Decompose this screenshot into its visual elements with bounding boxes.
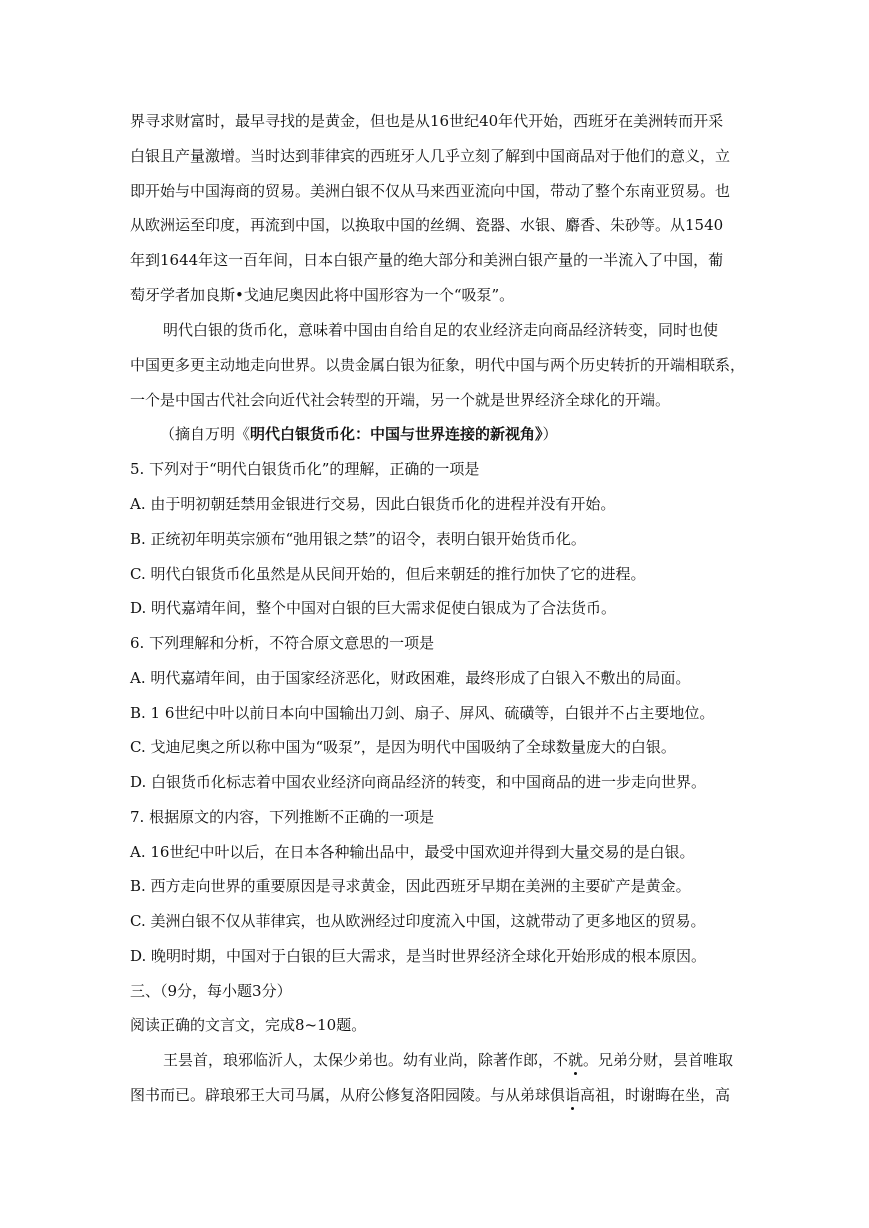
question-6-option-a: A. 明代嘉靖年间，由于国家经济恶化，财政困难，最终形成了白银入不敷出的局面。	[130, 669, 691, 687]
question-6-option-b: B. 1 6世纪中叶以前日本向中国输出刀剑、扇子、屏风、硫磺等，白银并不占主要地位。	[130, 704, 715, 722]
question-5-stem: 5. 下列对于“明代白银货币化”的理解，正确的一项是	[130, 460, 480, 478]
section-3-heading: 三、（9分，每小题3分）	[130, 982, 292, 1000]
passage-line-9: 一个是中国古代社会向近代社会转型的开端，另一个就是世界经济全球化的开端。	[130, 391, 671, 409]
question-5-option-d: D. 明代嘉靖年间，整个中国对白银的巨大需求促使白银成为了合法货币。	[130, 599, 617, 617]
question-7-stem: 7. 根据原文的内容，下列推断不正确的一项是	[130, 808, 435, 826]
question-6-stem: 6. 下列理解和分析，不符合原文意思的一项是	[130, 634, 435, 652]
passage-line-3: 即开始与中国海商的贸易。美洲白银不仅从马来西亚流向中国，带动了整个东南亚贸易。也	[130, 182, 731, 200]
section-3-instruction: 阅读正确的文言文，完成8~10题。	[130, 1016, 367, 1034]
passage-line-6: 萄牙学者加良斯•戈迪尼奥因此将中国形容为一个“吸泵”。	[130, 286, 515, 304]
passage-line-5: 年到1644年这一百年间，日本白银产量的绝大部分和美洲白银产量的一半流入了中国，葡	[130, 251, 724, 269]
passage-line-8: 中国更多更主动地走向世界。以贵金属白银为征象，明代中国与两个历史转折的开端相联系，	[130, 356, 746, 374]
passage-line-1: 界寻求财富时，最早寻找的是黄金，但也是从16世纪40年代开始，西班牙在美洲转而开采	[130, 112, 724, 130]
question-7-option-a: A. 16世纪中叶以后，在日本各种输出品中，最受中国欢迎并得到大量交易的是白银。	[130, 843, 695, 861]
question-7-option-c: C. 美洲白银不仅从菲律宾，也从欧洲经过印度流入中国，这就带动了更多地区的贸易。	[130, 912, 706, 930]
citation	[160, 424, 558, 444]
citation-suffix: ）	[542, 425, 558, 443]
emphasis-dot-char: 就	[568, 1051, 584, 1069]
emphasis-dot-char: 诣	[565, 1086, 581, 1104]
question-5-option-b: B. 正统初年明英宗颁布“弛用银之禁”的诏令，表明白银开始货币化。	[130, 530, 586, 548]
question-7-option-d: D. 晚明时期，中国对于白银的巨大需求，是当时世界经济全球化开始形成的根本原因。	[130, 947, 707, 965]
question-6-option-c: C. 戈迪尼奥之所以称中国为“吸泵”，是因为明代中国吸纳了全球数量庞大的白银。	[130, 738, 676, 756]
question-5-option-a: A. 由于明初朝廷禁用金银进行交易，因此白银货币化的进程并没有开始。	[130, 495, 616, 513]
question-7-option-b: B. 西方走向世界的重要原因是寻求黄金，因此西班牙早期在美洲的主要矿产是黄金。	[130, 877, 691, 895]
classical-text-line-1: 王昙首，琅邪临沂人，太保少弟也。幼有业尚，除著作郎，不就。兄弟分财，昙首唯取	[163, 1051, 734, 1069]
citation-title: 明代白银货币化：中国与世界连接的新视角》	[250, 425, 543, 443]
question-6-option-d: D. 白银货币化标志着中国农业经济向商品经济的转变，和中国商品的进一步走向世界。	[130, 773, 707, 791]
question-5-option-c: C. 明代白银货币化虽然是从民间开始的，但后来朝廷的推行加快了它的进程。	[130, 565, 646, 583]
passage-line-4: 从欧洲运至印度，再流到中国，以换取中国的丝绸、瓷器、水银、麝香、朱砂等。从1540	[130, 216, 724, 234]
passage-line-7: 明代白银的货币化，意味着中国由自给自足的农业经济走向商品经济转变，同时也使	[163, 321, 719, 339]
citation-prefix: （摘自万明《	[160, 425, 251, 443]
passage-line-2: 白银且产量激增。当时达到菲律宾的西班牙人几乎立刻了解到中国商品对于他们的意义，立	[130, 147, 731, 165]
classical-text-line-2: 图书而已。辟琅邪王大司马属，从府公修复洛阳园陵。与从弟球俱诣高祖，时谢晦在坐，高	[130, 1086, 731, 1104]
